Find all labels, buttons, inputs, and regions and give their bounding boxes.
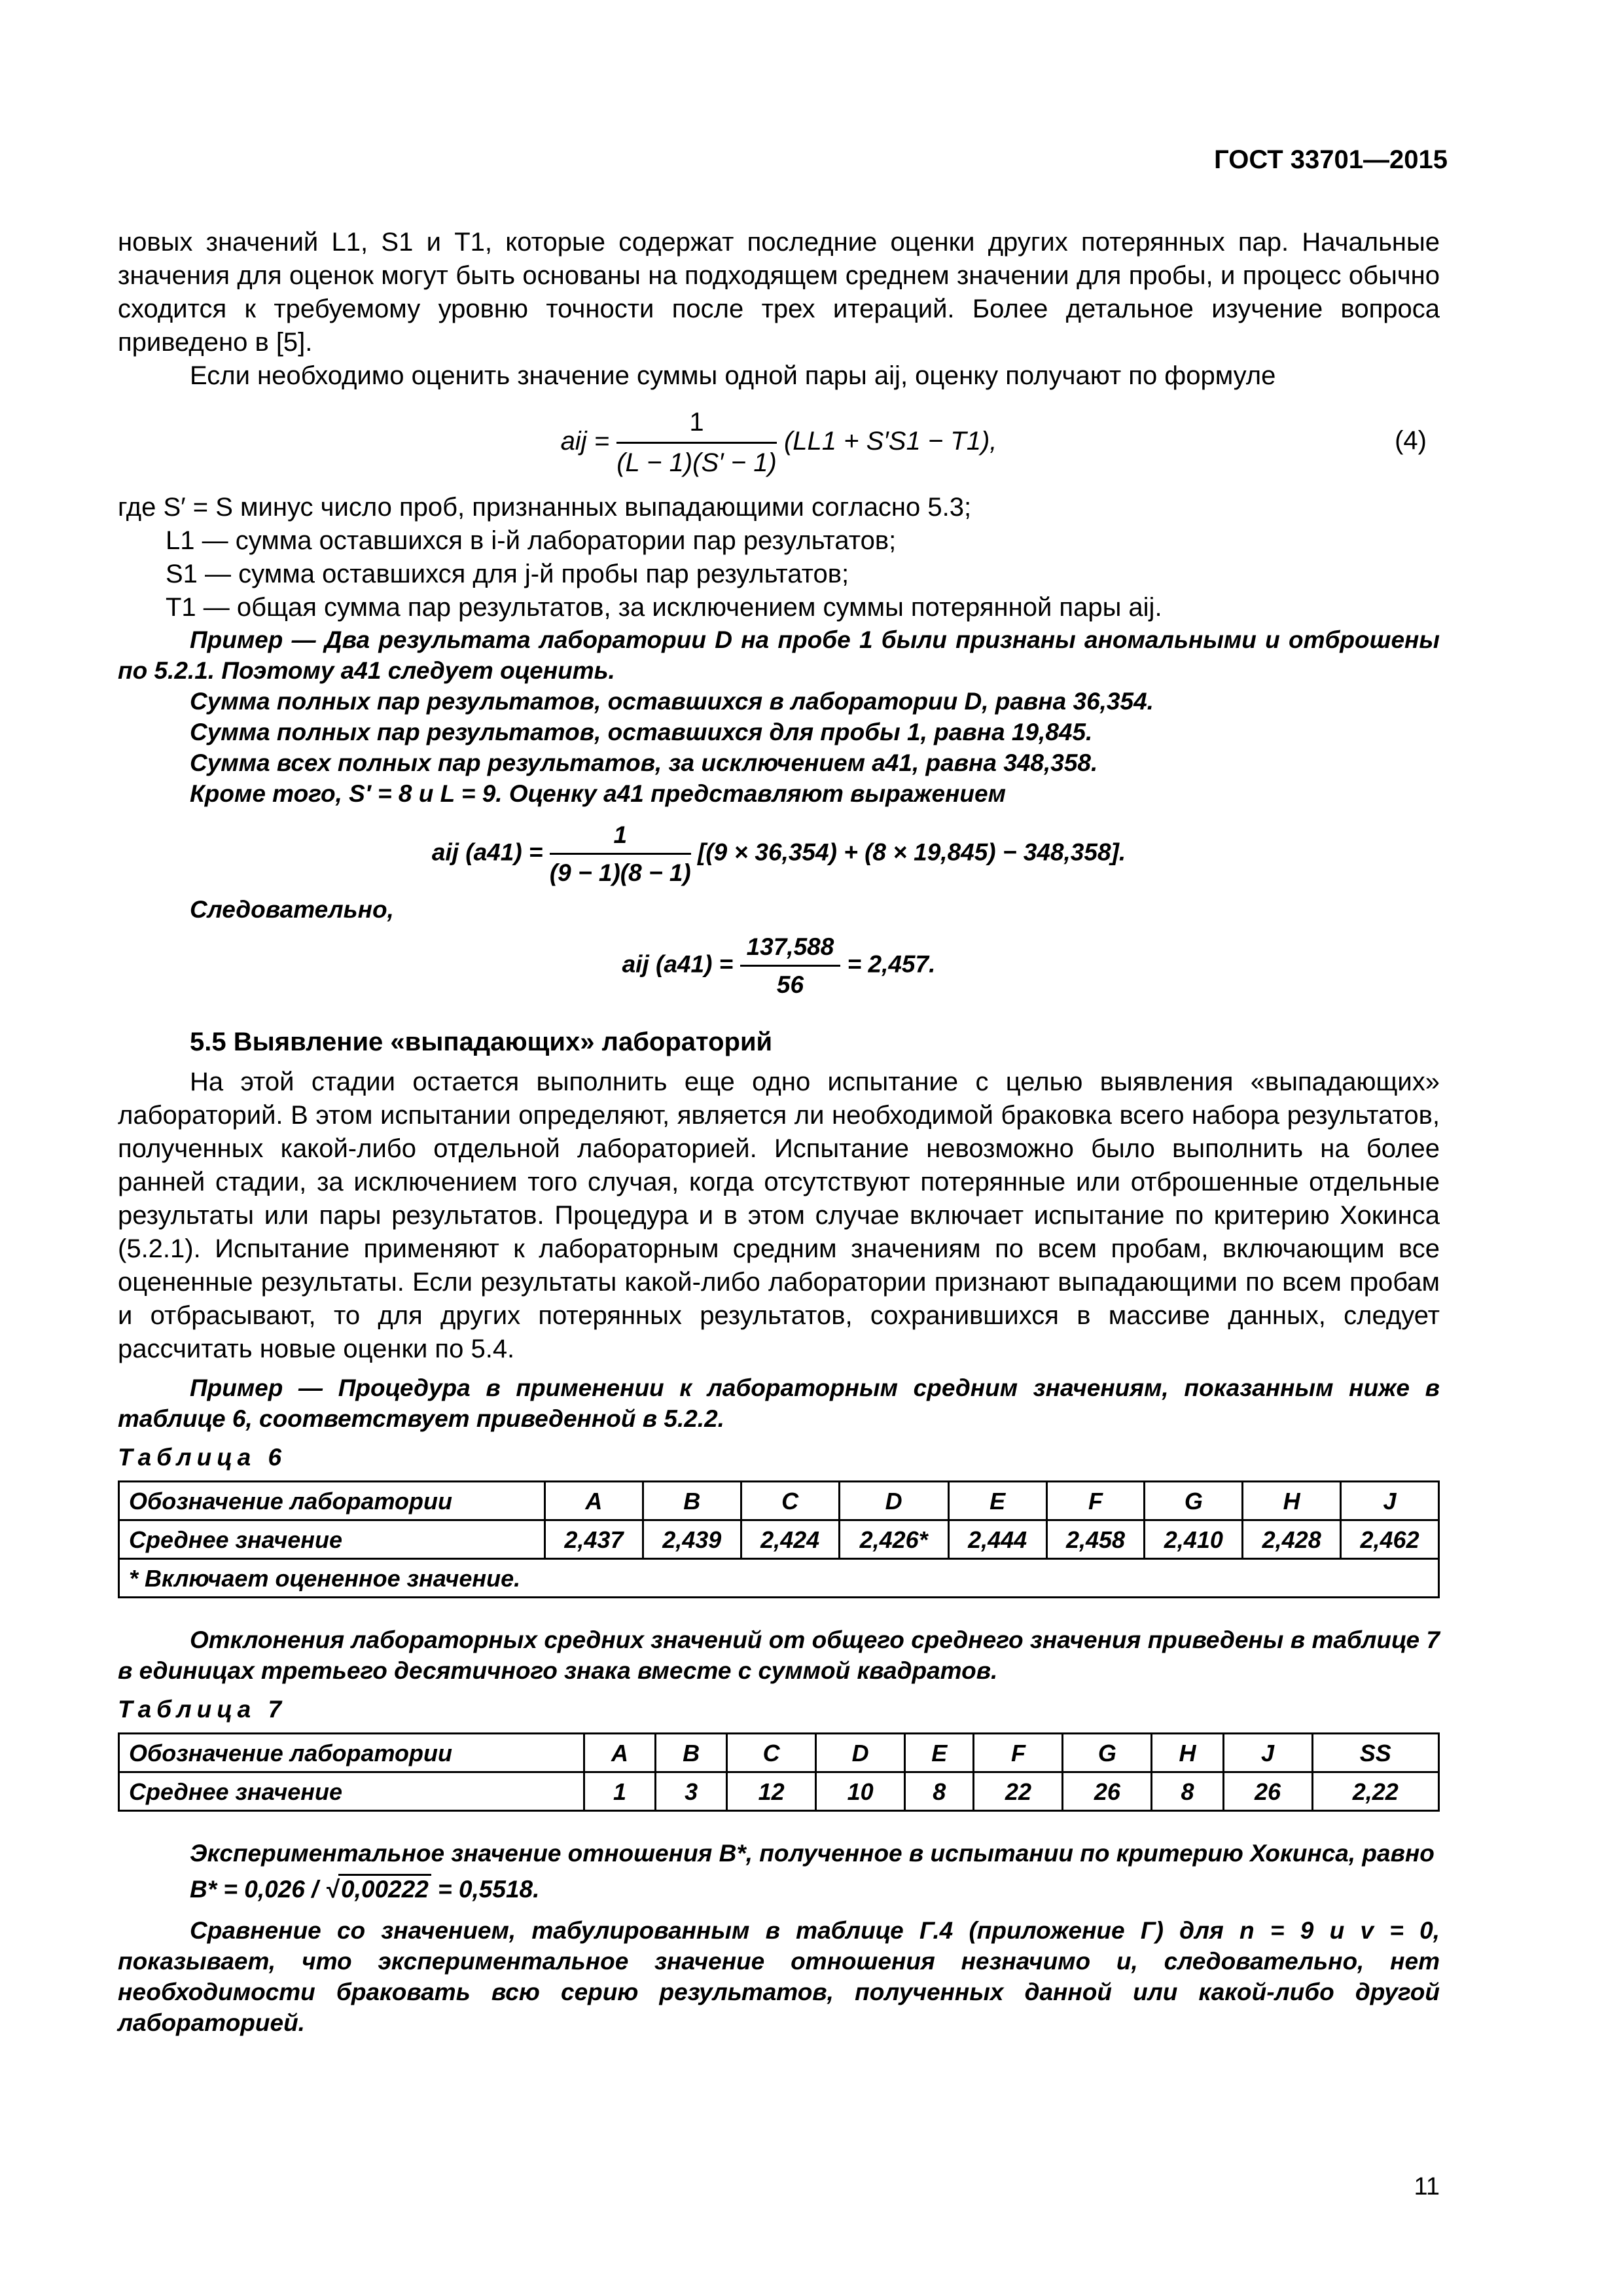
table-cell: J <box>1223 1734 1312 1772</box>
table-cell: 26 <box>1063 1772 1152 1811</box>
table-cell: 2,428 <box>1243 1520 1341 1559</box>
formula-6-numerator: 137,588 <box>740 931 841 967</box>
table-cell: G <box>1145 1482 1243 1520</box>
equation-number: (4) <box>1395 426 1427 455</box>
where-line: S1 — сумма оставшихся для j-й пробы пар результатов; <box>166 560 849 588</box>
table-cell: 8 <box>905 1772 974 1811</box>
table-cell: H <box>1152 1734 1223 1772</box>
table-cell: 8 <box>1152 1772 1223 1811</box>
table-footnote: * Включает оцененное значение. <box>119 1559 1439 1598</box>
table-cell: A <box>545 1482 643 1520</box>
hence-text: Следовательно, <box>190 896 394 923</box>
formula-hawkins-radicand: 0,00222 <box>338 1874 431 1903</box>
example-1 <box>118 624 1440 809</box>
example-line: Пример — Два результата лаборатории D на пробе 1 были признаны аномальными и отброшены по 5.2.1. Поэтому a41 следует оценить. <box>118 626 1440 684</box>
table-cell: 12 <box>727 1772 816 1811</box>
table-row <box>119 1482 1439 1520</box>
table-cell: A <box>584 1734 656 1772</box>
table-cell: Обозначение лаборатории <box>119 1734 584 1772</box>
table-cell: E <box>948 1482 1046 1520</box>
table-cell: F <box>974 1734 1063 1772</box>
where-line: T1 — общая сумма пар результатов, за исключением суммы потерянной пары aij. <box>166 593 1162 622</box>
table-6 <box>118 1480 1440 1598</box>
formula-5-rhs: [(9 × 36,354) + (8 × 19,845) − 348,358]. <box>698 838 1126 866</box>
table-cell: G <box>1063 1734 1152 1772</box>
table-cell: 26 <box>1223 1772 1312 1811</box>
formula-4-lhs: aij = <box>560 427 610 456</box>
example-line: Сумма полных пар результатов, оставшихся для пробы 1, равна 19,845. <box>190 719 1093 745</box>
formula-5-fraction <box>550 819 691 888</box>
table-cell: 10 <box>816 1772 905 1811</box>
table-cell: H <box>1243 1482 1341 1520</box>
formula-hawkins-rhs: = 0,5518. <box>431 1876 540 1903</box>
table-cell: Обозначение лаборатории <box>119 1482 545 1520</box>
table-7 <box>118 1732 1440 1812</box>
table-cell: SS <box>1312 1734 1439 1772</box>
formula-4-numerator: 1 <box>616 406 777 444</box>
formula-6-fraction <box>740 931 841 1000</box>
formula-hawkins-lhs: B* = 0,026 / <box>190 1876 325 1903</box>
table-cell: 2,444 <box>948 1520 1046 1559</box>
formula-4 <box>118 393 1440 491</box>
table-row <box>119 1772 1439 1811</box>
table-cell: Среднее значение <box>119 1520 545 1559</box>
formula-6-denominator: 56 <box>776 971 804 998</box>
formula-example-result <box>118 925 1440 1003</box>
example-2: Пример — Процедура в применении к лабораторным средним значениям, показанным ниже в таблице 6, соответствует приведенной в 5.2.2. <box>118 1374 1440 1432</box>
formula-hawkins <box>118 1874 1440 1905</box>
table-cell: F <box>1046 1482 1145 1520</box>
table-cell: B <box>656 1734 727 1772</box>
formula-5-lhs: aij (a41) = <box>431 838 543 866</box>
example-line: Кроме того, S′ = 8 и L = 9. Оценку a41 представляют выражением <box>190 780 1006 807</box>
paragraph-continuation: новых значений L1, S1 и T1, которые содержат последние оценки других потерянных пар. Начальные значения для оценок могут быть основаны на подходящем среднем значении для пробы, и процесс обычно сходится к требуемому уровню точности после трех итераций. Более детальное изучение вопроса приведено в [5]. <box>118 228 1440 357</box>
table-cell: 22 <box>974 1772 1063 1811</box>
table-cell: D <box>816 1734 905 1772</box>
table-cell: J <box>1341 1482 1439 1520</box>
formula-4-fraction <box>616 406 777 480</box>
table-row <box>119 1559 1439 1598</box>
table-6-caption: Таблица 6 <box>118 1444 287 1471</box>
paragraph-formula-intro: Если необходимо оценить значение суммы одной пары aij, оценку получают по формуле <box>190 361 1276 390</box>
table-cell: 2,426* <box>839 1520 948 1559</box>
table-cell: 2,410 <box>1145 1520 1243 1559</box>
table-cell: B <box>643 1482 741 1520</box>
document-body <box>118 226 1440 2038</box>
paragraph-outlier-labs: На этой стадии остается выполнить еще одно испытание с целью выявления «выпадающих» лабораторий. В этом испытании определяют, является ли необходимой браковка всего набора результатов, полученных какой-либо отдельной лабораторией. Испытание невозможно было выполнить на более ранней стадии, за исключением того случая, когда отсутствуют потерянные или отброшенные отдельные результаты или пары результатов. Процедура и в этом случае включает испытание по критерию Хокинса (5.2.1). Испытание применяют к лабораторным средним значениям по всем пробам, включающим все оцененные результаты. Если результаты какой-либо лаборатории признают выпадающими по всем пробам и отбрасывают, то для других потерянных результатов, сохранившихся в массиве данных, следует рассчитать новые оценки по 5.4. <box>118 1067 1440 1363</box>
page-number: 11 <box>1414 2173 1440 2200</box>
sqrt-sign: √ <box>325 1876 339 1903</box>
table-cell: C <box>741 1482 839 1520</box>
document-number-header: ГОСТ 33701—2015 <box>1214 145 1448 174</box>
section-heading: 5.5 Выявление «выпадающих» лабораторий <box>190 1028 773 1056</box>
where-line: где S′ = S минус число проб, признанных выпадающими согласно 5.3; <box>118 493 972 522</box>
paragraph-hawkins: Экспериментальное значение отношения B*, полученное в испытании по критерию Хокинса, равно <box>190 1840 1435 1867</box>
where-clause <box>118 491 1440 624</box>
example-line: Сумма всех полных пар результатов, за исключением a41, равна 348,358. <box>190 749 1098 776</box>
table-cell: Среднее значение <box>119 1772 584 1811</box>
table-cell: 2,439 <box>643 1520 741 1559</box>
table-cell: D <box>839 1482 948 1520</box>
paragraph-conclusion: Сравнение со значением, табулированным в таблице Г.4 (приложение Г) для n = 9 и v = 0, показывает, что экспериментальное значение отношения незначимо и, следовательно, нет необходимости браковать всю серию результатов, полученных данной или какой-либо другой лабораторией. <box>118 1917 1440 2036</box>
table-cell: E <box>905 1734 974 1772</box>
table-cell: 2,437 <box>545 1520 643 1559</box>
table-cell: 2,424 <box>741 1520 839 1559</box>
table-cell: 1 <box>584 1772 656 1811</box>
table-7-caption: Таблица 7 <box>118 1696 287 1723</box>
formula-5-numerator: 1 <box>550 819 691 855</box>
table-cell: 2,458 <box>1046 1520 1145 1559</box>
formula-5-denominator: (9 − 1)(8 − 1) <box>549 859 691 886</box>
formula-4-rhs: (LL1 + S′S1 − T1), <box>783 427 997 456</box>
table-cell: 2,462 <box>1341 1520 1439 1559</box>
formula-4-denominator: (L − 1)(S′ − 1) <box>616 448 777 477</box>
where-line: L1 — сумма оставшихся в i-й лаборатории пар результатов; <box>166 526 897 555</box>
paragraph-deviations: Отклонения лабораторных средних значений от общего среднего значения приведены в таблице 7 в единицах третьего десятичного знака вместе с суммой квадратов. <box>118 1626 1440 1684</box>
table-row <box>119 1520 1439 1559</box>
table-cell: 3 <box>656 1772 727 1811</box>
example-line: Сумма полных пар результатов, оставшихся в лаборатории D, равна 36,354. <box>190 688 1154 715</box>
formula-6-lhs: aij (a41) = <box>622 950 734 978</box>
table-cell: 2,22 <box>1312 1772 1439 1811</box>
table-cell: C <box>727 1734 816 1772</box>
formula-example-estimate <box>118 809 1440 894</box>
table-row <box>119 1734 1439 1772</box>
formula-6-rhs: = 2,457. <box>847 950 936 978</box>
